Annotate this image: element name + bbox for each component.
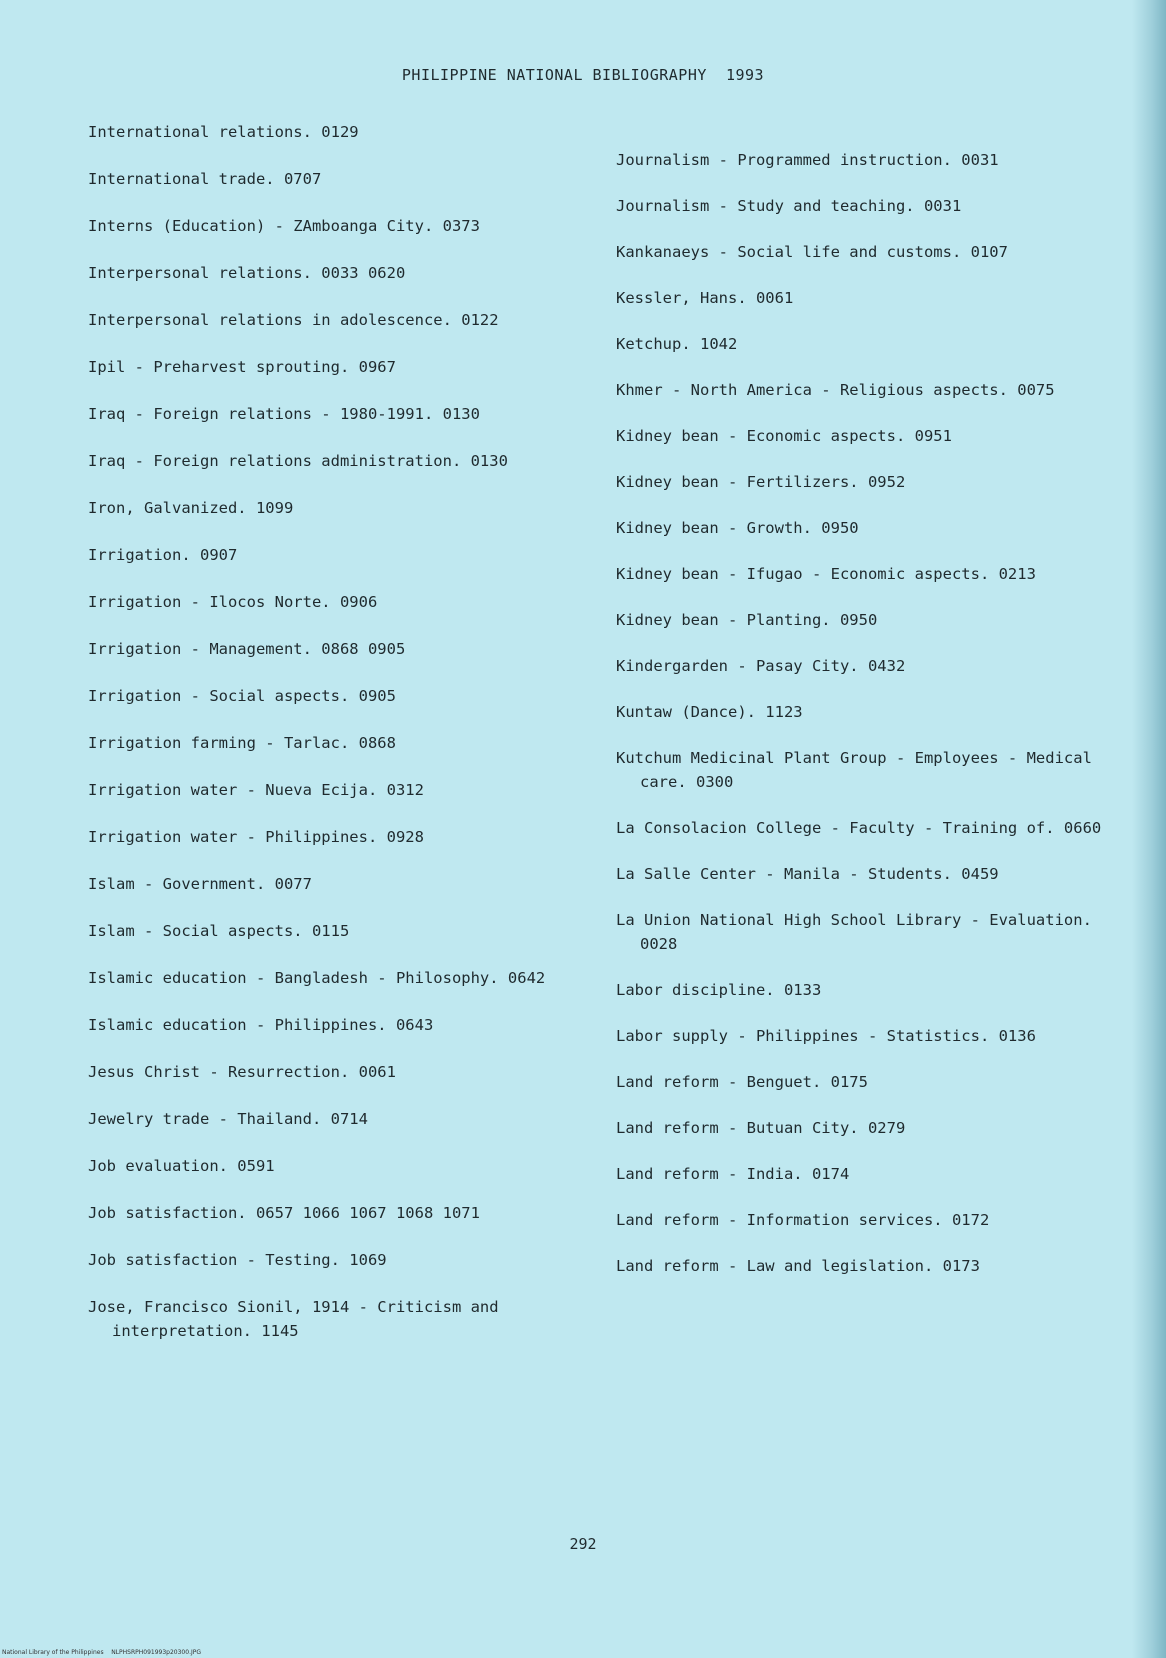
page-number: 292 xyxy=(569,1535,597,1553)
left-column xyxy=(88,120,578,1366)
page-edge-shadow xyxy=(1132,0,1166,1658)
index-entry: International relations. 0129 xyxy=(88,123,359,141)
index-entry: Kidney bean - Fertilizers. 0952 xyxy=(616,473,906,491)
index-entry: Khmer - North America - Religious aspects. 0075 xyxy=(616,381,1055,399)
index-entry: Irrigation - Ilocos Norte. 0906 xyxy=(88,593,378,611)
index-entry: Iron, Galvanized. 1099 xyxy=(88,499,294,517)
index-entry: Irrigation farming - Tarlac. 0868 xyxy=(88,734,396,752)
index-entry: Kidney bean - Planting. 0950 xyxy=(616,611,878,629)
index-entry: Job satisfaction - Testing. 1069 xyxy=(88,1251,387,1269)
index-entry: Labor supply - Philippines - Statistics. 0136 xyxy=(616,1027,1036,1045)
page-header: PHILIPPINE NATIONAL BIBLIOGRAPHY 1993 xyxy=(401,66,765,84)
index-entry: International trade. 0707 xyxy=(88,170,322,188)
index-entry: Iraq - Foreign relations administration. 0130 xyxy=(88,452,508,470)
index-entry: Irrigation - Social aspects. 0905 xyxy=(88,687,396,705)
index-entry: Labor discipline. 0133 xyxy=(616,981,822,999)
index-entry: Kidney bean - Ifugao - Economic aspects. 0213 xyxy=(616,565,1036,583)
index-entry: Islam - Social aspects. 0115 xyxy=(88,922,350,940)
index-entry: Islam - Government. 0077 xyxy=(88,875,312,893)
index-entry: Irrigation. 0907 xyxy=(88,546,238,564)
index-entry: Kidney bean - Growth. 0950 xyxy=(616,519,859,537)
index-entry: Jesus Christ - Resurrection. 0061 xyxy=(88,1063,396,1081)
index-entry: Job evaluation. 0591 xyxy=(88,1157,275,1175)
index-entry: Land reform - Information services. 0172 xyxy=(616,1211,990,1229)
index-entry: Iraq - Foreign relations - 1980-1991. 0130 xyxy=(88,405,480,423)
index-entry: Land reform - Butuan City. 0279 xyxy=(616,1119,906,1137)
index-entry: Interns (Education) - ZAmboanga City. 0373 xyxy=(88,217,480,235)
index-entry: Jose, Francisco Sionil, 1914 - Criticism and interpretation. 1145 xyxy=(88,1298,499,1340)
index-entry: Interpersonal relations. 0033 0620 xyxy=(88,264,406,282)
scan-footer: National Library of the Philippines NLPHSRPH091993p20300.JPG xyxy=(2,1649,202,1656)
index-entry: Land reform - India. 0174 xyxy=(616,1165,850,1183)
index-entry: Irrigation water - Philippines. 0928 xyxy=(88,828,424,846)
index-entry: La Salle Center - Manila - Students. 0459 xyxy=(616,865,999,883)
index-entry: Kutchum Medicinal Plant Group - Employees - Medical care. 0300 xyxy=(616,749,1092,791)
index-entry: Irrigation - Management. 0868 0905 xyxy=(88,640,406,658)
index-entry: Irrigation water - Nueva Ecija. 0312 xyxy=(88,781,424,799)
index-entry: Ketchup. 1042 xyxy=(616,335,738,353)
index-entry: Kessler, Hans. 0061 xyxy=(616,289,794,307)
index-entry: La Consolacion College - Faculty - Training of. 0660 xyxy=(616,819,1102,837)
index-entry: Kuntaw (Dance). 1123 xyxy=(616,703,803,721)
index-entry: Jewelry trade - Thailand. 0714 xyxy=(88,1110,368,1128)
index-entry: Land reform - Law and legislation. 0173 xyxy=(616,1257,980,1275)
index-entry: Ipil - Preharvest sprouting. 0967 xyxy=(88,358,396,376)
index-entry: Islamic education - Philippines. 0643 xyxy=(88,1016,434,1034)
index-entry: La Union National High School Library - Evaluation. 0028 xyxy=(616,911,1092,953)
index-entry: Journalism - Study and teaching. 0031 xyxy=(616,197,962,215)
index-entry: Journalism - Programmed instruction. 0031 xyxy=(616,151,999,169)
index-entry: Land reform - Benguet. 0175 xyxy=(616,1073,868,1091)
index-entry: Islamic education - Bangladesh - Philosophy. 0642 xyxy=(88,969,546,987)
index-entry: Kindergarden - Pasay City. 0432 xyxy=(616,657,906,675)
right-column xyxy=(616,148,1106,1300)
index-entry: Kidney bean - Economic aspects. 0951 xyxy=(616,427,952,445)
index-entry: Interpersonal relations in adolescence. 0122 xyxy=(88,311,499,329)
index-entry: Job satisfaction. 0657 1066 1067 1068 1071 xyxy=(88,1204,480,1222)
index-entry: Kankanaeys - Social life and customs. 0107 xyxy=(616,243,1008,261)
